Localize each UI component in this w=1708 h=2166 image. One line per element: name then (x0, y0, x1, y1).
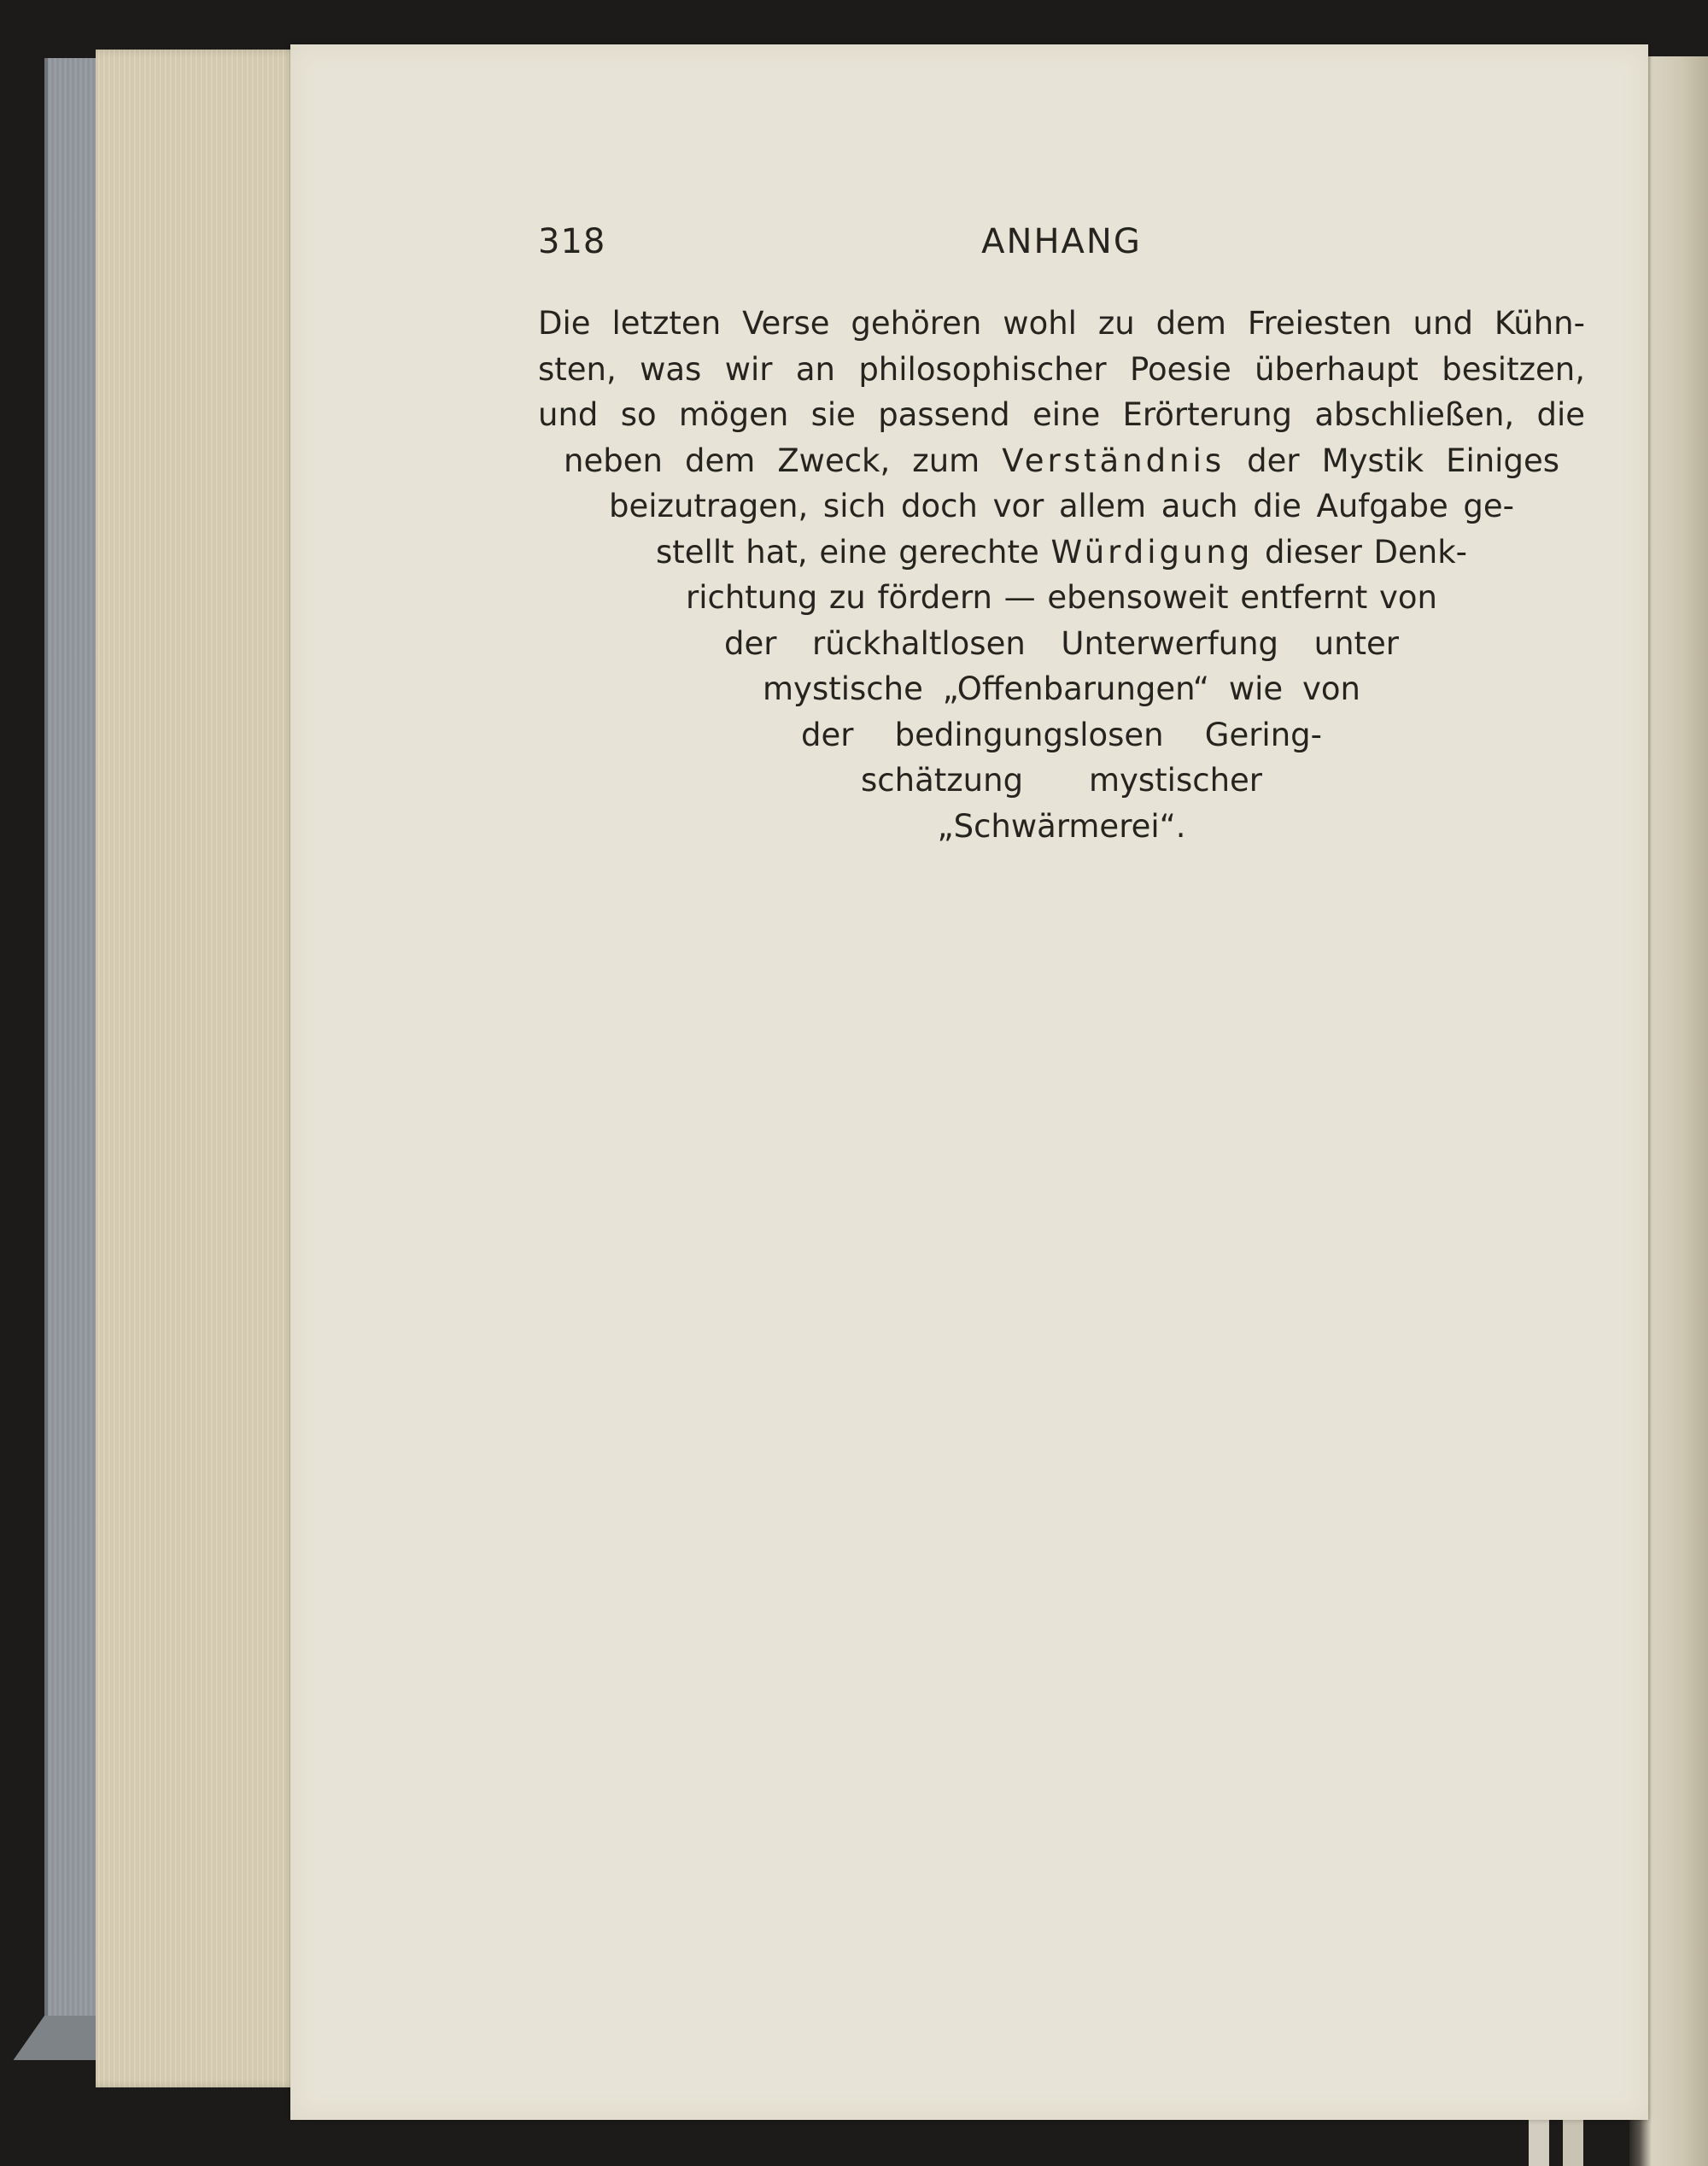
text-line: sten, was wir an philosophischer Poesie überhaupt besitzen, (538, 350, 1585, 388)
text-line: und so mögen sie passend eine Erörterung abschließen, die (538, 396, 1585, 433)
page-content (538, 207, 1585, 849)
emphasized-word: Verständnis (1002, 442, 1225, 479)
body-paragraph (538, 301, 1585, 849)
text-line: „Schwärmerei“. (937, 807, 1186, 845)
text-line: beizutragen, sich doch vor allem auch die Aufgabe ge- (609, 488, 1514, 524)
page-edges (96, 50, 301, 2087)
text-line: richtung zu fördern — ebensoweit entfernt von (686, 579, 1437, 616)
text-line: schätzung mystischer (861, 762, 1262, 799)
text-line: mystische „Offenbarungen“ wie von (763, 670, 1360, 707)
text-line: der rückhaltlosen Unterwerfung unter (724, 624, 1399, 662)
text-line: stellt hat, eine gerechte Würdigung dieser Denk- (656, 533, 1467, 571)
text-line: der bedingungslosen Gering- (801, 716, 1322, 753)
running-head: ANHANG (981, 222, 1142, 261)
text-line: Die letzten Verse gehören wohl zu dem Freiesten und Kühn- (538, 305, 1585, 342)
page-number: 318 (538, 222, 606, 261)
page-header (538, 207, 1585, 266)
book-page (290, 44, 1648, 2120)
emphasized-word: Würdigung (1050, 533, 1254, 571)
text-line: neben dem Zweck, zum Verständnis der Mystik Einiges (564, 442, 1559, 479)
